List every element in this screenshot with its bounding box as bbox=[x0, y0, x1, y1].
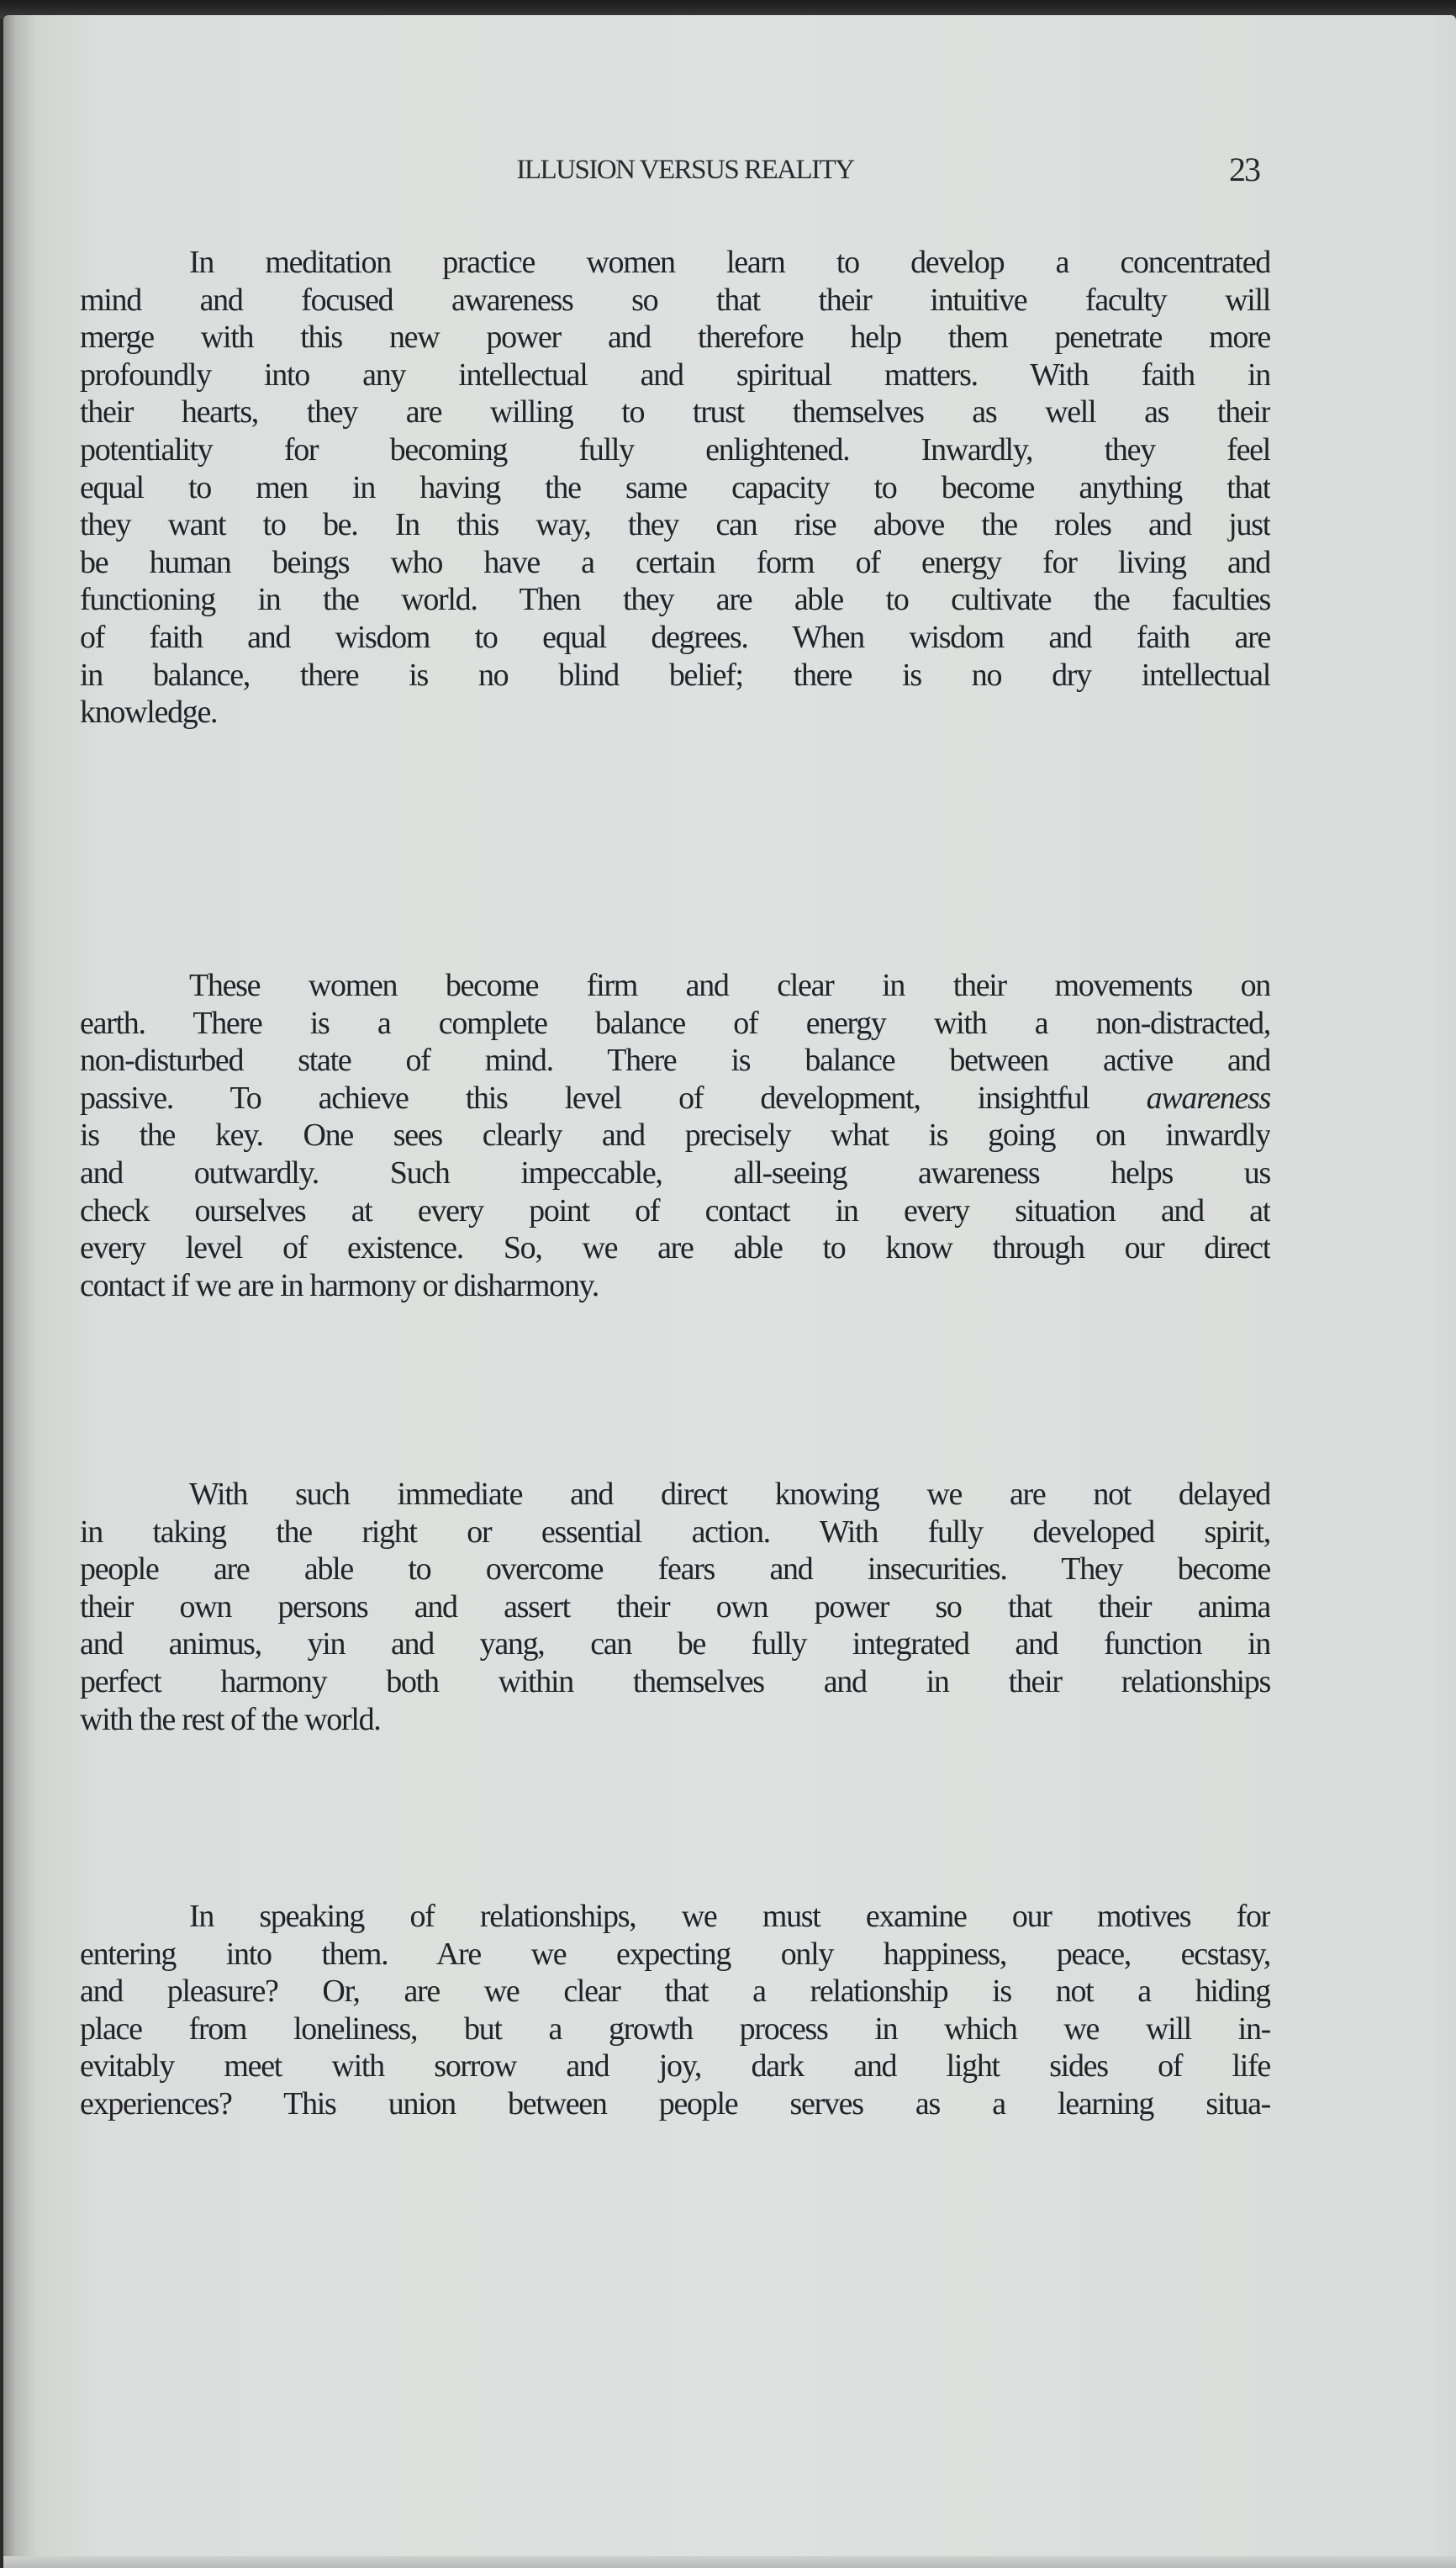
text-line: With such immediate and direct knowing we are not delayed bbox=[189, 1477, 1270, 1512]
text-line: contact if we are in harmony or disharmony. bbox=[80, 1267, 599, 1303]
page-number: 23 bbox=[1229, 151, 1259, 188]
book-page-bottom-edge bbox=[3, 2556, 1456, 2568]
text-line: In speaking of relationships, we must examine our motives for bbox=[189, 1899, 1270, 1934]
running-head bbox=[0, 150, 1456, 192]
text-line: be human beings who have a certain form of energy for living and bbox=[80, 544, 1270, 580]
text-line: their own persons and assert their own power so that their anima bbox=[80, 1588, 1270, 1625]
text-line: evitably meet with sorrow and joy, dark and light sides of life bbox=[80, 2048, 1270, 2085]
text-line: every level of existence. So, we are able to know through our direct bbox=[80, 1230, 1270, 1266]
text-line: In meditation practice women learn to develop a concentrated bbox=[189, 245, 1270, 280]
text-line: functioning in the world. Then they are able to cultivate the faculties bbox=[80, 582, 1270, 618]
text-line: in balance, there is no blind belief; there is no dry intellectual bbox=[80, 657, 1270, 693]
text-line: earth. There is a complete balance of energy with a non-distracted, bbox=[80, 1005, 1270, 1041]
text-line: equal to men in having the same capacity to become anything that bbox=[80, 469, 1270, 505]
text-line: is the key. One sees clearly and precisely what is going on inwardly bbox=[80, 1118, 1270, 1154]
text-line: in taking the right or essential action. With fully developed spirit, bbox=[80, 1514, 1270, 1550]
text-line: and outwardly. Such impeccable, all-seeing awareness helps us bbox=[80, 1155, 1270, 1191]
text-line: of faith and wisdom to equal degrees. When wisdom and faith are bbox=[80, 619, 1270, 655]
text-line: with the rest of the world. bbox=[80, 1701, 381, 1737]
paragraph-3 bbox=[80, 1476, 1270, 1738]
text-span: passive. To achieve this level of development, insightful bbox=[80, 1080, 1089, 1116]
text-line-with-italic bbox=[80, 1080, 1270, 1118]
text-line: profoundly into any intellectual and spiritual matters. With faith in bbox=[80, 357, 1270, 393]
paragraph-4 bbox=[80, 1898, 1270, 2123]
italic-word: awareness bbox=[1146, 1080, 1270, 1116]
paragraph-2 bbox=[80, 967, 1270, 1304]
text-line: their hearts, they are willing to trust themselves as well as their bbox=[80, 394, 1270, 431]
text-line: check ourselves at every point of contact in every situation and at bbox=[80, 1192, 1270, 1229]
text-line: people are able to overcome fears and insecurities. They become bbox=[80, 1551, 1270, 1588]
text-line: place from loneliness, but a growth process in which we will in- bbox=[80, 2011, 1270, 2047]
text-line: entering into them. Are we expecting only happiness, peace, ecstasy, bbox=[80, 1936, 1270, 1972]
text-line: These women become firm and clear in their movements on bbox=[189, 968, 1270, 1003]
text-line: potentiality for becoming fully enlightened. Inwardly, they feel bbox=[80, 431, 1270, 468]
running-title: ILLUSION VERSUS REALITY bbox=[516, 155, 854, 185]
text-line: they want to be. In this way, they can rise above the roles and just bbox=[80, 507, 1270, 543]
text-line: mind and focused awareness so that their intuitive faculty will bbox=[80, 282, 1270, 318]
text-line: merge with this new power and therefore help them penetrate more bbox=[80, 320, 1270, 356]
text-line: perfect harmony both within themselves and in their relationships bbox=[80, 1663, 1270, 1699]
text-line: and pleasure? Or, are we clear that a relationship is not a hiding bbox=[80, 1974, 1270, 2010]
text-line: knowledge. bbox=[80, 695, 218, 731]
paragraph-1 bbox=[80, 244, 1270, 732]
text-line: non-disturbed state of mind. There is balance between active and bbox=[80, 1043, 1270, 1079]
text-line: experiences? This union between people serves as a learning situa- bbox=[80, 2085, 1270, 2122]
text-line: and animus, yin and yang, can be fully integrated and function in bbox=[80, 1626, 1270, 1662]
